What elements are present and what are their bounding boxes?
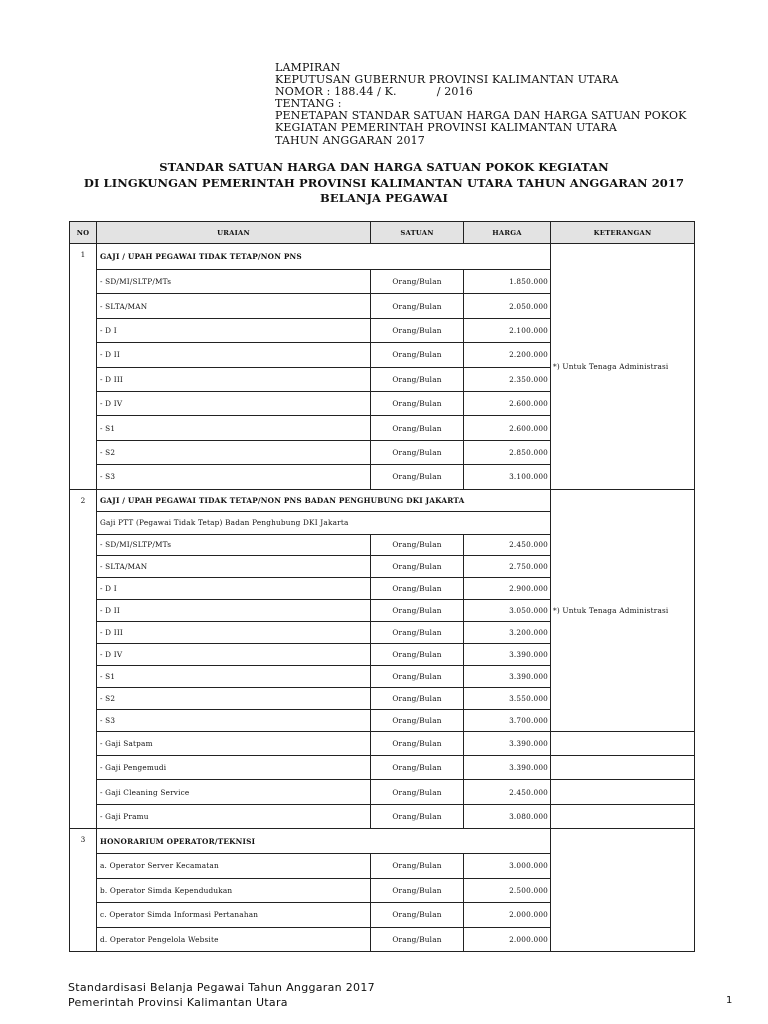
keterangan-note	[551, 829, 695, 952]
uraian-cell: - D IV	[97, 643, 371, 665]
price-table-wrapper	[69, 221, 695, 952]
satuan-cell: Orang/Bulan	[371, 440, 464, 464]
satuan-cell: Orang/Bulan	[371, 780, 464, 804]
keterangan-cell	[551, 731, 695, 755]
harga-cell: 3.000.000	[464, 854, 551, 879]
satuan-cell: Orang/Bulan	[371, 927, 464, 952]
uraian-cell: - SD/MI/SLTP/MTs	[97, 270, 371, 294]
page-footer	[68, 980, 375, 1010]
uraian-cell: - Gaji Cleaning Service	[97, 780, 371, 804]
keterangan-note: *) Untuk Tenaga Administrasi	[551, 489, 695, 731]
uraian-cell: - Gaji Pengemudi	[97, 755, 371, 779]
satuan-cell: Orang/Bulan	[371, 854, 464, 879]
harga-cell: 2.900.000	[464, 578, 551, 600]
satuan-cell: Orang/Bulan	[371, 556, 464, 578]
satuan-cell: Orang/Bulan	[371, 270, 464, 294]
uraian-cell: - D III	[97, 622, 371, 644]
satuan-cell: Orang/Bulan	[371, 416, 464, 440]
harga-cell: 3.050.000	[464, 600, 551, 622]
uraian-cell: - D II	[97, 600, 371, 622]
satuan-cell: Orang/Bulan	[371, 622, 464, 644]
satuan-cell: Orang/Bulan	[371, 294, 464, 318]
harga-cell: 2.000.000	[464, 927, 551, 952]
table-header-row	[70, 222, 695, 244]
section-row	[70, 829, 695, 854]
harga-cell: 3.080.000	[464, 804, 551, 828]
satuan-cell: Orang/Bulan	[371, 318, 464, 342]
table-body	[70, 244, 695, 952]
uraian-cell: - D III	[97, 367, 371, 391]
uraian-cell: c. Operator Simda Informasi Pertanahan	[97, 903, 371, 928]
uraian-cell: - D I	[97, 578, 371, 600]
page-number: 1	[726, 995, 733, 1006]
harga-cell: 3.390.000	[464, 731, 551, 755]
satuan-cell: Orang/Bulan	[371, 731, 464, 755]
uraian-cell: - S3	[97, 465, 371, 489]
section-row	[70, 244, 695, 270]
title-line-2: DI LINGKUNGAN PEMERINTAH PROVINSI KALIMANTAN UTARA TAHUN ANGGARAN 2017	[83, 175, 685, 190]
section-title: GAJI / UPAH PEGAWAI TIDAK TETAP/NON PNS	[97, 244, 551, 270]
attachment-block	[275, 62, 687, 147]
header-keterangan: KETERANGAN	[551, 222, 695, 244]
attachment-line: PENETAPAN STANDAR SATUAN HARGA DAN HARGA SATUAN POKOK	[275, 109, 687, 123]
satuan-cell: Orang/Bulan	[371, 687, 464, 709]
keterangan-cell	[551, 780, 695, 804]
table-row	[70, 755, 695, 779]
title-line-3: BELANJA PEGAWAI	[320, 191, 448, 205]
table-row	[70, 731, 695, 755]
harga-cell: 2.600.000	[464, 391, 551, 415]
uraian-cell: - S1	[97, 665, 371, 687]
attachment-line: KEPUTUSAN GUBERNUR PROVINSI KALIMANTAN UTARA	[275, 73, 619, 87]
section-title: GAJI / UPAH PEGAWAI TIDAK TETAP/NON PNS BADAN PENGHUBUNG DKI JAKARTA	[97, 489, 551, 511]
uraian-cell: - SLTA/MAN	[97, 294, 371, 318]
harga-cell: 2.750.000	[464, 556, 551, 578]
uraian-cell: - Gaji Pramu	[97, 804, 371, 828]
footer-line-2: Pemerintah Provinsi Kalimantan Utara	[68, 996, 288, 1009]
header-uraian: URAIAN	[97, 222, 371, 244]
document-title	[0, 160, 768, 207]
section-row	[70, 489, 695, 511]
harga-cell: 2.350.000	[464, 367, 551, 391]
keterangan-note: *) Untuk Tenaga Administrasi	[551, 244, 695, 490]
attachment-line: TENTANG :	[275, 97, 342, 111]
satuan-cell: Orang/Bulan	[371, 755, 464, 779]
harga-cell: 3.700.000	[464, 709, 551, 731]
uraian-cell: - S2	[97, 687, 371, 709]
row-number: 1	[70, 244, 97, 490]
uraian-cell: - S2	[97, 440, 371, 464]
keterangan-cell	[551, 804, 695, 828]
harga-cell: 2.000.000	[464, 903, 551, 928]
harga-cell: 3.390.000	[464, 755, 551, 779]
satuan-cell: Orang/Bulan	[371, 709, 464, 731]
harga-cell: 3.550.000	[464, 687, 551, 709]
header-satuan: SATUAN	[371, 222, 464, 244]
attachment-line: NOMOR : 188.44 / K. / 2016	[275, 85, 473, 99]
harga-cell: 2.600.000	[464, 416, 551, 440]
satuan-cell: Orang/Bulan	[371, 367, 464, 391]
harga-cell: 2.450.000	[464, 780, 551, 804]
row-number: 3	[70, 829, 97, 952]
satuan-cell: Orang/Bulan	[371, 343, 464, 367]
uraian-cell: d. Operator Pengelola Website	[97, 927, 371, 952]
uraian-cell: - S1	[97, 416, 371, 440]
harga-cell: 2.500.000	[464, 878, 551, 903]
harga-cell: 2.850.000	[464, 440, 551, 464]
footer-line-1: Standardisasi Belanja Pegawai Tahun Anggaran 2017	[68, 981, 375, 994]
uraian-cell: b. Operator Simda Kependudukan	[97, 878, 371, 903]
harga-cell: 2.100.000	[464, 318, 551, 342]
satuan-cell: Orang/Bulan	[371, 804, 464, 828]
satuan-cell: Orang/Bulan	[371, 600, 464, 622]
satuan-cell: Orang/Bulan	[371, 578, 464, 600]
harga-cell: 3.200.000	[464, 622, 551, 644]
table-row	[70, 780, 695, 804]
header-no: NO	[70, 222, 97, 244]
uraian-cell: - D IV	[97, 391, 371, 415]
uraian-cell: - Gaji Satpam	[97, 731, 371, 755]
harga-cell: 3.390.000	[464, 643, 551, 665]
satuan-cell: Orang/Bulan	[371, 391, 464, 415]
keterangan-cell	[551, 755, 695, 779]
row-number: 2	[70, 489, 97, 829]
attachment-line: KEGIATAN PEMERINTAH PROVINSI KALIMANTAN UTARA	[275, 121, 617, 135]
harga-cell: 2.450.000	[464, 534, 551, 556]
satuan-cell: Orang/Bulan	[371, 878, 464, 903]
section-subtitle: Gaji PTT (Pegawai Tidak Tetap) Badan Penghubung DKI Jakarta	[97, 511, 551, 534]
satuan-cell: Orang/Bulan	[371, 465, 464, 489]
uraian-cell: - D II	[97, 343, 371, 367]
uraian-cell: - SLTA/MAN	[97, 556, 371, 578]
uraian-cell: - S3	[97, 709, 371, 731]
harga-cell: 2.050.000	[464, 294, 551, 318]
uraian-cell: - D I	[97, 318, 371, 342]
satuan-cell: Orang/Bulan	[371, 665, 464, 687]
section-title: HONORARIUM OPERATOR/TEKNISI	[97, 829, 551, 854]
harga-cell: 1.850.000	[464, 270, 551, 294]
harga-cell: 3.390.000	[464, 665, 551, 687]
satuan-cell: Orang/Bulan	[371, 643, 464, 665]
attachment-line: TAHUN ANGGARAN 2017	[275, 133, 425, 147]
satuan-cell: Orang/Bulan	[371, 534, 464, 556]
title-line-1: STANDAR SATUAN HARGA DAN HARGA SATUAN POKOK KEGIATAN	[159, 160, 609, 174]
harga-cell: 3.100.000	[464, 465, 551, 489]
uraian-cell: a. Operator Server Kecamatan	[97, 854, 371, 879]
uraian-cell: - SD/MI/SLTP/MTs	[97, 534, 371, 556]
satuan-cell: Orang/Bulan	[371, 903, 464, 928]
header-harga: HARGA	[464, 222, 551, 244]
price-table	[69, 221, 695, 952]
table-row	[70, 804, 695, 828]
attachment-line: LAMPIRAN	[275, 61, 341, 74]
harga-cell: 2.200.000	[464, 343, 551, 367]
